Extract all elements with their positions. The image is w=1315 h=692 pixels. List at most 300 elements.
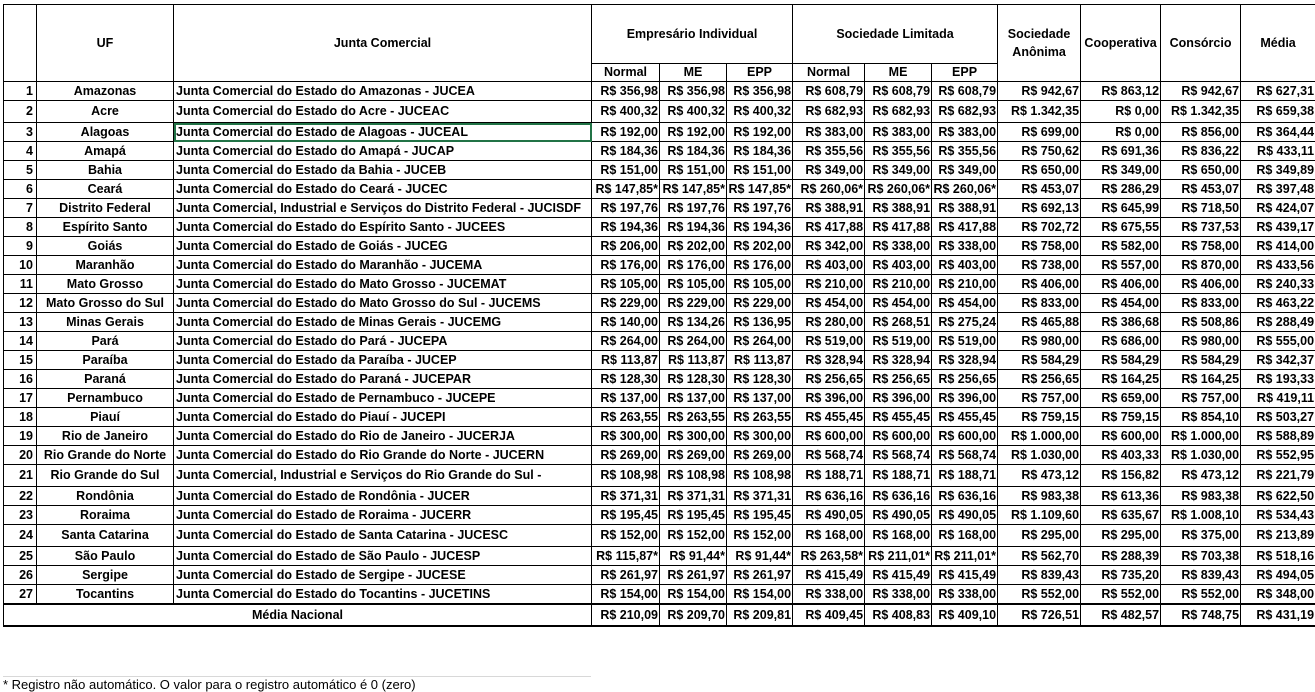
fee-cell[interactable]: R$ 338,00 bbox=[932, 237, 998, 256]
fee-cell[interactable]: R$ 140,00 bbox=[592, 313, 660, 332]
fee-cell[interactable]: R$ 184,36 bbox=[660, 142, 727, 161]
fee-cell[interactable]: R$ 650,00 bbox=[1161, 161, 1241, 180]
subheader-epp[interactable]: EPP bbox=[727, 64, 793, 82]
junta-cell[interactable]: Junta Comercial, Industrial e Serviços do Distrito Federal - JUCISDF bbox=[174, 199, 592, 218]
fee-cell[interactable]: R$ 300,00 bbox=[592, 427, 660, 446]
fee-cell[interactable]: R$ 635,67 bbox=[1081, 506, 1161, 525]
fee-cell[interactable]: R$ 980,00 bbox=[1161, 332, 1241, 351]
fee-cell[interactable]: R$ 300,00 bbox=[660, 427, 727, 446]
fee-cell[interactable]: R$ 568,74 bbox=[865, 446, 932, 465]
fee-cell[interactable]: R$ 406,00 bbox=[998, 275, 1081, 294]
fee-cell[interactable]: R$ 280,00 bbox=[793, 313, 865, 332]
fee-cell[interactable]: R$ 983,38 bbox=[998, 487, 1081, 506]
uf-cell[interactable]: Ceará bbox=[37, 180, 174, 199]
fee-cell[interactable]: R$ 839,43 bbox=[1161, 566, 1241, 585]
total-cell[interactable]: R$ 209,81 bbox=[727, 604, 793, 626]
fee-cell[interactable]: R$ 108,98 bbox=[660, 465, 727, 487]
fee-cell[interactable]: R$ 338,00 bbox=[865, 237, 932, 256]
fee-cell[interactable]: R$ 105,00 bbox=[592, 275, 660, 294]
fee-cell[interactable]: R$ 455,45 bbox=[932, 408, 998, 427]
fee-cell[interactable]: R$ 348,00 bbox=[1241, 585, 1315, 605]
fee-cell[interactable]: R$ 261,97 bbox=[592, 566, 660, 585]
fee-cell[interactable]: R$ 195,45 bbox=[592, 506, 660, 525]
fee-cell[interactable]: R$ 210,00 bbox=[865, 275, 932, 294]
fee-cell[interactable]: R$ 0,00 bbox=[1081, 101, 1161, 123]
fee-cell[interactable]: R$ 519,00 bbox=[865, 332, 932, 351]
row-number[interactable]: 15 bbox=[4, 351, 37, 370]
fee-cell[interactable]: R$ 328,94 bbox=[932, 351, 998, 370]
fee-cell[interactable]: R$ 1.000,00 bbox=[998, 427, 1081, 446]
fee-cell[interactable]: R$ 833,00 bbox=[1161, 294, 1241, 313]
fee-cell[interactable]: R$ 608,79 bbox=[932, 82, 998, 101]
fee-cell[interactable]: R$ 256,65 bbox=[998, 370, 1081, 389]
row-number[interactable]: 18 bbox=[4, 408, 37, 427]
fee-cell[interactable]: R$ 757,00 bbox=[1161, 389, 1241, 408]
fee-cell[interactable]: R$ 356,98 bbox=[727, 82, 793, 101]
fee-cell[interactable]: R$ 759,15 bbox=[998, 408, 1081, 427]
fee-cell[interactable]: R$ 263,55 bbox=[727, 408, 793, 427]
fee-cell[interactable]: R$ 229,00 bbox=[660, 294, 727, 313]
row-number[interactable]: 11 bbox=[4, 275, 37, 294]
fee-cell[interactable]: R$ 261,97 bbox=[660, 566, 727, 585]
fee-cell[interactable]: R$ 659,00 bbox=[1081, 389, 1161, 408]
uf-cell[interactable]: Alagoas bbox=[37, 123, 174, 142]
fee-cell[interactable]: R$ 508,86 bbox=[1161, 313, 1241, 332]
row-number[interactable]: 12 bbox=[4, 294, 37, 313]
fee-cell[interactable]: R$ 383,00 bbox=[865, 123, 932, 142]
row-number[interactable]: 4 bbox=[4, 142, 37, 161]
uf-cell[interactable]: Goiás bbox=[37, 237, 174, 256]
fee-cell[interactable]: R$ 403,00 bbox=[932, 256, 998, 275]
total-cell[interactable]: R$ 482,57 bbox=[1081, 604, 1161, 626]
row-number[interactable]: 6 bbox=[4, 180, 37, 199]
fee-cell[interactable]: R$ 735,20 bbox=[1081, 566, 1161, 585]
fee-cell[interactable]: R$ 839,43 bbox=[998, 566, 1081, 585]
fee-cell[interactable]: R$ 176,00 bbox=[660, 256, 727, 275]
fee-cell[interactable]: R$ 151,00 bbox=[660, 161, 727, 180]
fee-cell[interactable]: R$ 0,00 bbox=[1081, 123, 1161, 142]
fee-cell[interactable]: R$ 342,00 bbox=[793, 237, 865, 256]
fee-cell[interactable]: R$ 152,00 bbox=[592, 525, 660, 547]
fee-cell[interactable]: R$ 184,36 bbox=[727, 142, 793, 161]
fee-cell[interactable]: R$ 403,00 bbox=[793, 256, 865, 275]
fee-cell[interactable]: R$ 403,33 bbox=[1081, 446, 1161, 465]
fee-cell[interactable]: R$ 600,00 bbox=[793, 427, 865, 446]
fee-cell[interactable]: R$ 737,53 bbox=[1161, 218, 1241, 237]
fee-cell[interactable]: R$ 210,00 bbox=[793, 275, 865, 294]
junta-cell[interactable]: Junta Comercial do Estado do Amazonas - JUCEA bbox=[174, 82, 592, 101]
fee-cell[interactable]: R$ 836,22 bbox=[1161, 142, 1241, 161]
junta-cell[interactable]: Junta Comercial do Estado do Maranhão - JUCEMA bbox=[174, 256, 592, 275]
fee-cell[interactable]: R$ 128,30 bbox=[592, 370, 660, 389]
total-label[interactable]: Média Nacional bbox=[4, 604, 592, 626]
fee-cell[interactable]: R$ 192,00 bbox=[592, 123, 660, 142]
fee-cell[interactable]: R$ 338,00 bbox=[932, 585, 998, 605]
fee-cell[interactable]: R$ 417,88 bbox=[932, 218, 998, 237]
fee-cell[interactable]: R$ 691,36 bbox=[1081, 142, 1161, 161]
row-number[interactable]: 3 bbox=[4, 123, 37, 142]
sociedade-limitada-header[interactable]: Sociedade Limitada bbox=[793, 5, 998, 64]
fee-cell[interactable]: R$ 383,00 bbox=[932, 123, 998, 142]
row-number[interactable]: 25 bbox=[4, 547, 37, 566]
fee-cell[interactable]: R$ 176,00 bbox=[592, 256, 660, 275]
uf-cell[interactable]: Mato Grosso bbox=[37, 275, 174, 294]
row-number-header[interactable] bbox=[4, 5, 37, 82]
fee-cell[interactable]: R$ 406,00 bbox=[1161, 275, 1241, 294]
fee-cell[interactable]: R$ 650,00 bbox=[998, 161, 1081, 180]
fee-cell[interactable]: R$ 645,99 bbox=[1081, 199, 1161, 218]
fee-cell[interactable]: R$ 686,00 bbox=[1081, 332, 1161, 351]
fee-cell[interactable]: R$ 206,00 bbox=[592, 237, 660, 256]
fee-cell[interactable]: R$ 194,36 bbox=[592, 218, 660, 237]
fee-cell[interactable]: R$ 192,00 bbox=[660, 123, 727, 142]
uf-cell[interactable]: Espírito Santo bbox=[37, 218, 174, 237]
fee-cell[interactable]: R$ 147,85* bbox=[727, 180, 793, 199]
fee-cell[interactable]: R$ 260,06* bbox=[793, 180, 865, 199]
uf-cell[interactable]: Maranhão bbox=[37, 256, 174, 275]
junta-cell[interactable]: Junta Comercial do Estado do Tocantins - JUCETINS bbox=[174, 585, 592, 605]
fee-cell[interactable]: R$ 758,00 bbox=[998, 237, 1081, 256]
fee-cell[interactable]: R$ 197,76 bbox=[660, 199, 727, 218]
row-number[interactable]: 19 bbox=[4, 427, 37, 446]
fee-cell[interactable]: R$ 263,58* bbox=[793, 547, 865, 566]
fee-cell[interactable]: R$ 137,00 bbox=[592, 389, 660, 408]
footnote[interactable]: * Registro não automático. O valor para o registro automático é 0 (zero) bbox=[3, 676, 591, 692]
fee-cell[interactable]: R$ 154,00 bbox=[592, 585, 660, 605]
total-cell[interactable]: R$ 209,70 bbox=[660, 604, 727, 626]
fee-cell[interactable]: R$ 338,00 bbox=[865, 585, 932, 605]
fee-cell[interactable]: R$ 269,00 bbox=[727, 446, 793, 465]
fee-cell[interactable]: R$ 193,33 bbox=[1241, 370, 1315, 389]
fee-cell[interactable]: R$ 455,45 bbox=[793, 408, 865, 427]
junta-cell[interactable]: Junta Comercial do Estado do Mato Grosso - JUCEMAT bbox=[174, 275, 592, 294]
fee-cell[interactable]: R$ 692,13 bbox=[998, 199, 1081, 218]
fee-cell[interactable]: R$ 91,44* bbox=[727, 547, 793, 566]
fee-cell[interactable]: R$ 400,32 bbox=[660, 101, 727, 123]
fee-cell[interactable]: R$ 1.030,00 bbox=[1161, 446, 1241, 465]
fee-cell[interactable]: R$ 584,29 bbox=[1081, 351, 1161, 370]
subheader-me[interactable]: ME bbox=[660, 64, 727, 82]
fee-cell[interactable]: R$ 113,87 bbox=[592, 351, 660, 370]
fee-cell[interactable]: R$ 738,00 bbox=[998, 256, 1081, 275]
junta-cell[interactable]: Junta Comercial do Estado do Rio de Janeiro - JUCERJA bbox=[174, 427, 592, 446]
fee-cell[interactable]: R$ 349,00 bbox=[865, 161, 932, 180]
fee-cell[interactable]: R$ 453,07 bbox=[1161, 180, 1241, 199]
fee-cell[interactable]: R$ 338,00 bbox=[793, 585, 865, 605]
uf-cell[interactable]: Mato Grosso do Sul bbox=[37, 294, 174, 313]
fee-cell[interactable]: R$ 702,72 bbox=[998, 218, 1081, 237]
fee-cell[interactable]: R$ 184,36 bbox=[592, 142, 660, 161]
junta-cell[interactable]: Junta Comercial do Estado de Alagoas - JUCEAL bbox=[174, 123, 592, 142]
fee-cell[interactable]: R$ 211,01* bbox=[932, 547, 998, 566]
junta-cell[interactable]: Junta Comercial do Estado de Goiás - JUCEG bbox=[174, 237, 592, 256]
row-number[interactable]: 14 bbox=[4, 332, 37, 351]
fee-cell[interactable]: R$ 557,00 bbox=[1081, 256, 1161, 275]
fee-cell[interactable]: R$ 622,50 bbox=[1241, 487, 1315, 506]
fee-cell[interactable]: R$ 164,25 bbox=[1161, 370, 1241, 389]
fee-cell[interactable]: R$ 433,56 bbox=[1241, 256, 1315, 275]
fee-cell[interactable]: R$ 349,00 bbox=[932, 161, 998, 180]
fee-cell[interactable]: R$ 240,33 bbox=[1241, 275, 1315, 294]
fee-cell[interactable]: R$ 137,00 bbox=[727, 389, 793, 408]
row-number[interactable]: 9 bbox=[4, 237, 37, 256]
fee-cell[interactable]: R$ 552,00 bbox=[1081, 585, 1161, 605]
fee-cell[interactable]: R$ 168,00 bbox=[865, 525, 932, 547]
fee-cell[interactable]: R$ 490,05 bbox=[932, 506, 998, 525]
fee-cell[interactable]: R$ 260,06* bbox=[932, 180, 998, 199]
fee-cell[interactable]: R$ 210,00 bbox=[932, 275, 998, 294]
row-number[interactable]: 2 bbox=[4, 101, 37, 123]
fee-cell[interactable]: R$ 288,49 bbox=[1241, 313, 1315, 332]
fee-cell[interactable]: R$ 154,00 bbox=[660, 585, 727, 605]
fee-cell[interactable]: R$ 263,55 bbox=[660, 408, 727, 427]
row-number[interactable]: 23 bbox=[4, 506, 37, 525]
junta-cell[interactable]: Junta Comercial do Estado do Mato Grosso do Sul - JUCEMS bbox=[174, 294, 592, 313]
fee-cell[interactable]: R$ 197,76 bbox=[592, 199, 660, 218]
fee-cell[interactable]: R$ 147,85* bbox=[592, 180, 660, 199]
fee-cell[interactable]: R$ 256,65 bbox=[932, 370, 998, 389]
fee-cell[interactable]: R$ 168,00 bbox=[932, 525, 998, 547]
fee-cell[interactable]: R$ 151,00 bbox=[592, 161, 660, 180]
fee-cell[interactable]: R$ 454,00 bbox=[1081, 294, 1161, 313]
junta-cell[interactable]: Junta Comercial do Estado do Pará - JUCEPA bbox=[174, 332, 592, 351]
fee-cell[interactable]: R$ 757,00 bbox=[998, 389, 1081, 408]
subheader-epp[interactable]: EPP bbox=[932, 64, 998, 82]
fee-cell[interactable]: R$ 636,16 bbox=[932, 487, 998, 506]
junta-header[interactable]: Junta Comercial bbox=[174, 5, 592, 82]
row-number[interactable]: 27 bbox=[4, 585, 37, 605]
fee-cell[interactable]: R$ 202,00 bbox=[660, 237, 727, 256]
fee-cell[interactable]: R$ 188,71 bbox=[793, 465, 865, 487]
uf-cell[interactable]: Tocantins bbox=[37, 585, 174, 605]
row-number[interactable]: 21 bbox=[4, 465, 37, 487]
uf-cell[interactable]: Roraima bbox=[37, 506, 174, 525]
fee-cell[interactable]: R$ 295,00 bbox=[998, 525, 1081, 547]
uf-cell[interactable]: Pará bbox=[37, 332, 174, 351]
fee-cell[interactable]: R$ 108,98 bbox=[727, 465, 793, 487]
fee-cell[interactable]: R$ 364,44 bbox=[1241, 123, 1315, 142]
fee-cell[interactable]: R$ 503,27 bbox=[1241, 408, 1315, 427]
fee-cell[interactable]: R$ 856,00 bbox=[1161, 123, 1241, 142]
fee-cell[interactable]: R$ 288,39 bbox=[1081, 547, 1161, 566]
fee-cell[interactable]: R$ 588,89 bbox=[1241, 427, 1315, 446]
fee-cell[interactable]: R$ 396,00 bbox=[793, 389, 865, 408]
fee-cell[interactable]: R$ 627,31 bbox=[1241, 82, 1315, 101]
junta-cell[interactable]: Junta Comercial, Industrial e Serviços do Rio Grande do Sul - bbox=[174, 465, 592, 487]
total-cell[interactable]: R$ 409,10 bbox=[932, 604, 998, 626]
fee-cell[interactable]: R$ 582,00 bbox=[1081, 237, 1161, 256]
junta-cell[interactable]: Junta Comercial do Estado de Santa Catarina - JUCESC bbox=[174, 525, 592, 547]
junta-cell[interactable]: Junta Comercial do Estado do Paraná - JUCEPAR bbox=[174, 370, 592, 389]
fee-cell[interactable]: R$ 682,93 bbox=[793, 101, 865, 123]
row-number[interactable]: 17 bbox=[4, 389, 37, 408]
fee-cell[interactable]: R$ 555,00 bbox=[1241, 332, 1315, 351]
fee-cell[interactable]: R$ 600,00 bbox=[1081, 427, 1161, 446]
fee-cell[interactable]: R$ 128,30 bbox=[727, 370, 793, 389]
fee-cell[interactable]: R$ 355,56 bbox=[793, 142, 865, 161]
fee-cell[interactable]: R$ 371,31 bbox=[727, 487, 793, 506]
fee-cell[interactable]: R$ 134,26 bbox=[660, 313, 727, 332]
fee-cell[interactable]: R$ 349,00 bbox=[1081, 161, 1161, 180]
fee-cell[interactable]: R$ 388,91 bbox=[865, 199, 932, 218]
fee-cell[interactable]: R$ 552,00 bbox=[998, 585, 1081, 605]
fee-cell[interactable]: R$ 942,67 bbox=[1161, 82, 1241, 101]
fee-cell[interactable]: R$ 195,45 bbox=[727, 506, 793, 525]
junta-cell[interactable]: Junta Comercial do Estado do Acre - JUCEAC bbox=[174, 101, 592, 123]
fee-cell[interactable]: R$ 758,00 bbox=[1161, 237, 1241, 256]
fee-cell[interactable]: R$ 396,00 bbox=[865, 389, 932, 408]
fee-cell[interactable]: R$ 675,55 bbox=[1081, 218, 1161, 237]
fee-cell[interactable]: R$ 295,00 bbox=[1081, 525, 1161, 547]
fee-cell[interactable]: R$ 400,32 bbox=[592, 101, 660, 123]
fee-cell[interactable]: R$ 568,74 bbox=[932, 446, 998, 465]
fee-cell[interactable]: R$ 355,56 bbox=[932, 142, 998, 161]
fee-cell[interactable]: R$ 152,00 bbox=[660, 525, 727, 547]
fee-cell[interactable]: R$ 613,36 bbox=[1081, 487, 1161, 506]
junta-cell[interactable]: Junta Comercial do Estado de São Paulo - JUCESP bbox=[174, 547, 592, 566]
uf-cell[interactable]: Paraíba bbox=[37, 351, 174, 370]
total-cell[interactable]: R$ 431,19 bbox=[1241, 604, 1315, 626]
fee-cell[interactable]: R$ 164,25 bbox=[1081, 370, 1161, 389]
uf-cell[interactable]: Rio de Janeiro bbox=[37, 427, 174, 446]
fee-cell[interactable]: R$ 137,00 bbox=[660, 389, 727, 408]
fee-cell[interactable]: R$ 113,87 bbox=[660, 351, 727, 370]
row-number[interactable]: 22 bbox=[4, 487, 37, 506]
row-number[interactable]: 24 bbox=[4, 525, 37, 547]
fee-cell[interactable]: R$ 194,36 bbox=[660, 218, 727, 237]
row-number[interactable]: 10 bbox=[4, 256, 37, 275]
fee-cell[interactable]: R$ 396,00 bbox=[932, 389, 998, 408]
fee-cell[interactable]: R$ 192,00 bbox=[727, 123, 793, 142]
fee-cell[interactable]: R$ 750,62 bbox=[998, 142, 1081, 161]
fee-cell[interactable]: R$ 454,00 bbox=[793, 294, 865, 313]
fee-cell[interactable]: R$ 105,00 bbox=[660, 275, 727, 294]
fee-cell[interactable]: R$ 870,00 bbox=[1161, 256, 1241, 275]
fee-cell[interactable]: R$ 300,00 bbox=[727, 427, 793, 446]
junta-cell[interactable]: Junta Comercial do Estado do Amapá - JUCAP bbox=[174, 142, 592, 161]
fee-cell[interactable]: R$ 854,10 bbox=[1161, 408, 1241, 427]
fee-cell[interactable]: R$ 383,00 bbox=[793, 123, 865, 142]
fee-cell[interactable]: R$ 1.109,60 bbox=[998, 506, 1081, 525]
fee-cell[interactable]: R$ 415,49 bbox=[865, 566, 932, 585]
fee-cell[interactable]: R$ 833,00 bbox=[998, 294, 1081, 313]
junta-cell[interactable]: Junta Comercial do Estado da Paraíba - JUCEP bbox=[174, 351, 592, 370]
fee-cell[interactable]: R$ 256,65 bbox=[865, 370, 932, 389]
fee-cell[interactable]: R$ 211,01* bbox=[865, 547, 932, 566]
fee-cell[interactable]: R$ 455,45 bbox=[865, 408, 932, 427]
fee-cell[interactable]: R$ 682,93 bbox=[865, 101, 932, 123]
fee-cell[interactable]: R$ 417,88 bbox=[865, 218, 932, 237]
fee-cell[interactable]: R$ 349,00 bbox=[793, 161, 865, 180]
fee-cell[interactable]: R$ 1.030,00 bbox=[998, 446, 1081, 465]
uf-cell[interactable]: Rondônia bbox=[37, 487, 174, 506]
media-header[interactable]: Média bbox=[1241, 5, 1315, 82]
fee-cell[interactable]: R$ 342,37 bbox=[1241, 351, 1315, 370]
fee-cell[interactable]: R$ 275,24 bbox=[932, 313, 998, 332]
total-cell[interactable]: R$ 726,51 bbox=[998, 604, 1081, 626]
fee-cell[interactable]: R$ 355,56 bbox=[865, 142, 932, 161]
fee-cell[interactable]: R$ 108,98 bbox=[592, 465, 660, 487]
uf-cell[interactable]: Sergipe bbox=[37, 566, 174, 585]
uf-cell[interactable]: Minas Gerais bbox=[37, 313, 174, 332]
uf-cell[interactable]: Rio Grande do Sul bbox=[37, 465, 174, 487]
fee-cell[interactable]: R$ 229,00 bbox=[727, 294, 793, 313]
fee-cell[interactable]: R$ 519,00 bbox=[793, 332, 865, 351]
fee-cell[interactable]: R$ 286,29 bbox=[1081, 180, 1161, 199]
fee-cell[interactable]: R$ 388,91 bbox=[932, 199, 998, 218]
fee-cell[interactable]: R$ 659,38 bbox=[1241, 101, 1315, 123]
junta-cell[interactable]: Junta Comercial do Estado de Pernambuco - JUCEPE bbox=[174, 389, 592, 408]
row-number[interactable]: 7 bbox=[4, 199, 37, 218]
uf-cell[interactable]: Piauí bbox=[37, 408, 174, 427]
fee-cell[interactable]: R$ 397,48 bbox=[1241, 180, 1315, 199]
uf-cell[interactable]: Bahia bbox=[37, 161, 174, 180]
junta-cell[interactable]: Junta Comercial do Estado de Minas Gerais - JUCEMG bbox=[174, 313, 592, 332]
junta-cell[interactable]: Junta Comercial do Estado do Espírito Santo - JUCEES bbox=[174, 218, 592, 237]
fee-cell[interactable]: R$ 328,94 bbox=[865, 351, 932, 370]
fee-cell[interactable]: R$ 105,00 bbox=[727, 275, 793, 294]
fee-cell[interactable]: R$ 188,71 bbox=[932, 465, 998, 487]
fee-cell[interactable]: R$ 260,06* bbox=[865, 180, 932, 199]
junta-cell[interactable]: Junta Comercial do Estado da Bahia - JUCEB bbox=[174, 161, 592, 180]
fee-cell[interactable]: R$ 636,16 bbox=[865, 487, 932, 506]
consorcio-header[interactable]: Consórcio bbox=[1161, 5, 1241, 82]
fee-cell[interactable]: R$ 264,00 bbox=[660, 332, 727, 351]
fee-cell[interactable]: R$ 600,00 bbox=[865, 427, 932, 446]
total-cell[interactable]: R$ 409,45 bbox=[793, 604, 865, 626]
fee-cell[interactable]: R$ 463,22 bbox=[1241, 294, 1315, 313]
fee-cell[interactable]: R$ 473,12 bbox=[1161, 465, 1241, 487]
fee-cell[interactable]: R$ 269,00 bbox=[660, 446, 727, 465]
fee-cell[interactable]: R$ 568,74 bbox=[793, 446, 865, 465]
fee-cell[interactable]: R$ 403,00 bbox=[865, 256, 932, 275]
row-number[interactable]: 8 bbox=[4, 218, 37, 237]
fee-cell[interactable]: R$ 552,95 bbox=[1241, 446, 1315, 465]
fee-cell[interactable]: R$ 229,00 bbox=[592, 294, 660, 313]
fee-cell[interactable]: R$ 636,16 bbox=[793, 487, 865, 506]
fee-cell[interactable]: R$ 682,93 bbox=[932, 101, 998, 123]
fee-cell[interactable]: R$ 465,88 bbox=[998, 313, 1081, 332]
fee-cell[interactable]: R$ 983,38 bbox=[1161, 487, 1241, 506]
sociedade-anonima-header[interactable]: Sociedade Anônima bbox=[998, 5, 1081, 82]
fee-cell[interactable]: R$ 703,38 bbox=[1161, 547, 1241, 566]
fee-cell[interactable]: R$ 128,30 bbox=[660, 370, 727, 389]
uf-cell[interactable]: Pernambuco bbox=[37, 389, 174, 408]
fee-cell[interactable]: R$ 584,29 bbox=[998, 351, 1081, 370]
fee-cell[interactable]: R$ 371,31 bbox=[592, 487, 660, 506]
junta-cell[interactable]: Junta Comercial do Estado de Sergipe - JUCESE bbox=[174, 566, 592, 585]
fee-cell[interactable]: R$ 263,55 bbox=[592, 408, 660, 427]
junta-cell[interactable]: Junta Comercial do Estado do Ceará - JUCEC bbox=[174, 180, 592, 199]
row-number[interactable]: 20 bbox=[4, 446, 37, 465]
fee-cell[interactable]: R$ 424,07 bbox=[1241, 199, 1315, 218]
fee-cell[interactable]: R$ 197,76 bbox=[727, 199, 793, 218]
fee-cell[interactable]: R$ 213,89 bbox=[1241, 525, 1315, 547]
fee-cell[interactable]: R$ 356,98 bbox=[592, 82, 660, 101]
uf-cell[interactable]: Acre bbox=[37, 101, 174, 123]
fee-cell[interactable]: R$ 1.342,35 bbox=[1161, 101, 1241, 123]
fee-cell[interactable]: R$ 261,97 bbox=[727, 566, 793, 585]
fee-cell[interactable]: R$ 490,05 bbox=[793, 506, 865, 525]
fee-cell[interactable]: R$ 221,79 bbox=[1241, 465, 1315, 487]
subheader-normal[interactable]: Normal bbox=[592, 64, 660, 82]
fee-cell[interactable]: R$ 608,79 bbox=[865, 82, 932, 101]
fee-cell[interactable]: R$ 584,29 bbox=[1161, 351, 1241, 370]
fee-cell[interactable]: R$ 1.008,10 bbox=[1161, 506, 1241, 525]
fee-cell[interactable]: R$ 980,00 bbox=[998, 332, 1081, 351]
fee-cell[interactable]: R$ 268,51 bbox=[865, 313, 932, 332]
fee-cell[interactable]: R$ 942,67 bbox=[998, 82, 1081, 101]
